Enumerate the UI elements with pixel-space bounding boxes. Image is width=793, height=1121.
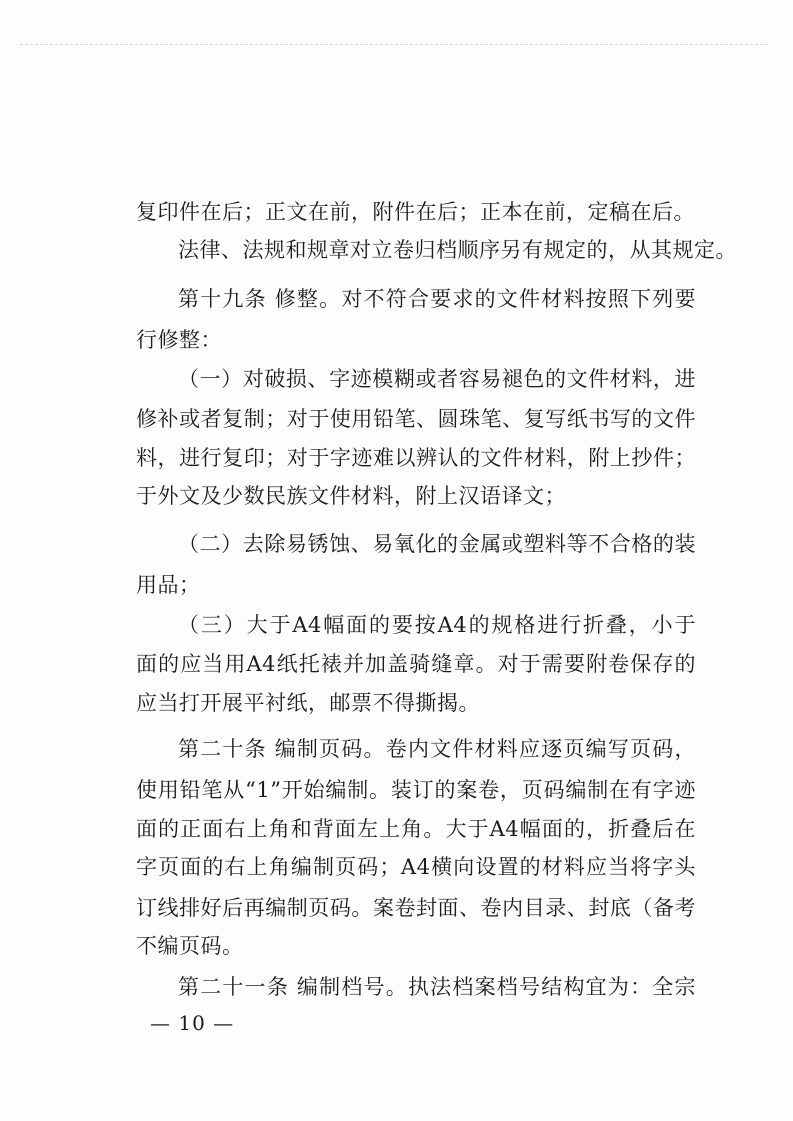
list-item-3: （三）大于A4幅面的要按A4的规格进行折叠，小于 [178, 613, 696, 637]
text-line: 不编页码。 [136, 934, 244, 958]
text-line: 订线排好后再编制页码。案卷封面、卷内目录、封底（备考 [136, 896, 696, 920]
text-line: 复印件在后；正文在前，附件在后；正本在前，定稿在后。 [136, 200, 695, 224]
text-line: 行修整： [136, 328, 222, 352]
text-line: 应当打开展平衬纸，邮票不得撕揭。 [136, 691, 480, 715]
text-line: 字页面的右上角编制页码；A4横向设置的材料应当将字头 [136, 855, 696, 879]
list-item-2: （二）去除易锈蚀、易氧化的金属或塑料等不合格的装 [178, 532, 696, 556]
text-line: 面的正面右上角和背面左上角。大于A4幅面的，折叠后在 [136, 817, 696, 841]
text-line: 法律、法规和规章对立卷归档顺序另有规定的，从其规定。 [178, 238, 737, 262]
article-19-heading: 第十九条 修整。对不符合要求的文件材料按照下列要 [178, 287, 696, 311]
text-line: 于外文及少数民族文件材料，附上汉语译文； [136, 484, 566, 508]
scan-edge-line [20, 44, 768, 45]
text-line: 修补或者复制；对于使用铅笔、圆珠笔、复写纸书写的文件 [136, 407, 696, 431]
text-line: 面的应当用A4纸托裱并加盖骑缝章。对于需要附卷保存的 [136, 652, 696, 676]
article-21-heading: 第二十一条 编制档号。执法档案档号结构宜为：全宗 [178, 975, 696, 999]
list-item-1: （一）对破损、字迹模糊或者容易褪色的文件材料，进 [178, 367, 696, 391]
page-number: — 10 — [150, 1011, 235, 1035]
article-20-heading: 第二十条 编制页码。卷内文件材料应逐页编写页码， [178, 737, 696, 761]
text-line: 料，进行复印；对于字迹难以辨认的文件材料，附上抄件； [136, 446, 696, 470]
text-line: 用品； [136, 573, 201, 597]
text-line: 使用铅笔从“1”开始编制。装订的案卷，页码编制在有字迹 [136, 778, 696, 802]
